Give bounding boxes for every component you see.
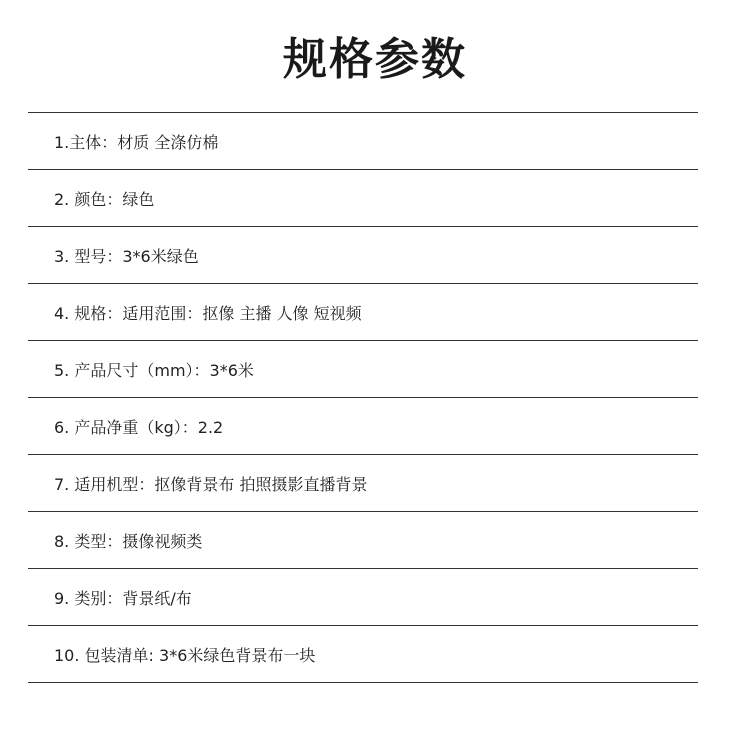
spec-row-usage: 4. 规格：适用范围：抠像 主播 人像 短视频 bbox=[28, 284, 698, 341]
spec-row-material: 1.主体：材质 全涤仿棉 bbox=[28, 113, 698, 170]
spec-row-model: 3. 型号：3*6米绿色 bbox=[28, 227, 698, 284]
page-title: 规格参数 bbox=[283, 34, 467, 85]
spec-row-type: 8. 类型：摄像视频类 bbox=[28, 512, 698, 569]
spec-row-color: 2. 颜色：绿色 bbox=[28, 170, 698, 227]
spec-row-weight: 6. 产品净重（kg）：2.2 bbox=[28, 398, 698, 455]
spec-row-applicable: 7. 适用机型：抠像背景布 拍照摄影直播背景 bbox=[28, 455, 698, 512]
spec-row-size: 5. 产品尺寸（mm）：3*6米 bbox=[28, 341, 698, 398]
spec-list bbox=[28, 112, 698, 683]
spec-row-package: 10. 包装清单: 3*6米绿色背景布一块 bbox=[28, 626, 698, 683]
spec-row-category: 9. 类别：背景纸/布 bbox=[28, 569, 698, 626]
